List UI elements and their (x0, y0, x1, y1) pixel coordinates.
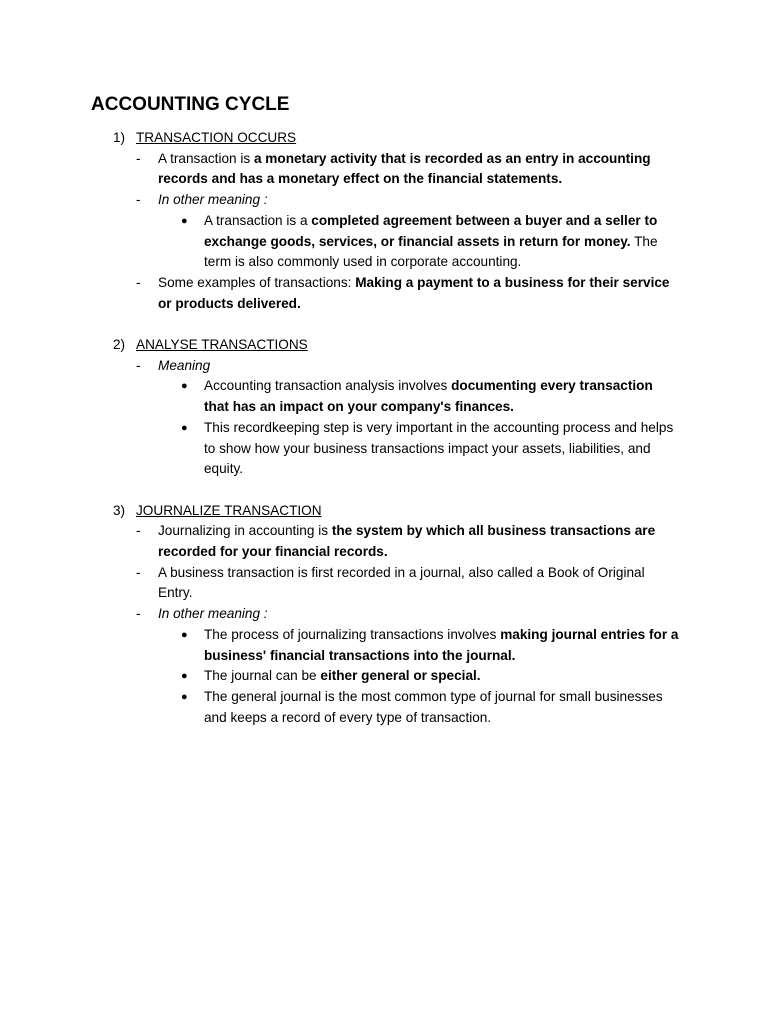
text-run: A business transaction is first recorded in a journal, also called a Book of Original Entry. (158, 564, 645, 601)
section-heading (0, 501, 768, 522)
document-title: ACCOUNTING CYCLE (91, 94, 290, 115)
bullet-list-item (0, 211, 679, 273)
section-title: TRANSACTION OCCURS (136, 130, 297, 145)
text-run: This recordkeeping step is very important in the accounting process and helps to show how your business transactions impact your assets, liabilities, and equity. (204, 419, 674, 477)
dash-list-item (0, 149, 678, 190)
item-text (204, 378, 653, 414)
dash-list-item (0, 604, 678, 625)
bullet-list-item (0, 625, 679, 666)
item-text (158, 358, 210, 373)
text-run: Accounting transaction analysis involves (204, 378, 452, 394)
bold-text: the system by which all business transactions are recorded for your financial records. (158, 523, 656, 559)
bold-text: either general or special. (320, 668, 481, 684)
dash-list-item (0, 190, 678, 211)
dash-marker: - (136, 357, 141, 373)
dash-marker: - (136, 606, 141, 622)
section-1 (0, 128, 768, 314)
text-run: Some examples of transactions: (158, 274, 356, 290)
item-text (158, 606, 268, 621)
dash-list-item (0, 563, 678, 604)
bullet-list-item (0, 376, 679, 417)
section-number: 3) (113, 502, 126, 518)
bold-text: a monetary activity that is recorded as an entry in accounting records and has a monetary effect on the financial statements. (158, 150, 651, 187)
document-body (0, 128, 768, 749)
bullet-marker: ● (181, 690, 188, 703)
text-run: The process of journalizing transactions involves (204, 626, 501, 642)
section-heading (0, 335, 768, 356)
text-run: Meaning (158, 357, 211, 373)
bullet-marker: ● (181, 421, 188, 434)
dash-marker: - (136, 523, 141, 539)
bullet-marker: ● (181, 670, 188, 683)
bold-text: Making a payment to a business for their service or products delivered. (158, 274, 670, 311)
bold-text: completed agreement between a buyer and a seller to exchange goods, services, or financial assets in return for money. (204, 212, 658, 249)
text-run: The term is also commonly used in corporate accounting. (204, 233, 658, 270)
bullet-marker: ● (181, 628, 188, 641)
bullet-list-item (0, 666, 679, 687)
dash-marker: - (136, 274, 141, 290)
text-run: A transaction is a (204, 212, 312, 228)
item-text (204, 668, 481, 683)
item-text (158, 192, 268, 207)
bullet-marker: ● (181, 214, 188, 227)
item-text (158, 275, 669, 311)
dash-marker: - (136, 192, 141, 208)
bold-text: documenting every transaction that has an impact on your company's finances. (204, 378, 653, 415)
section-title: ANALYSE TRANSACTIONS (136, 337, 308, 352)
dash-marker: - (136, 564, 141, 580)
item-text (204, 689, 663, 725)
bullet-list-item (0, 418, 679, 480)
text-run: The general journal is the most common type of journal for small businesses and keeps a record of every type of transaction. (204, 688, 663, 725)
bold-text: making journal entries for a business' financial transactions into the journal. (204, 626, 679, 663)
text-run: A transaction is (158, 150, 254, 166)
dash-list-item (0, 273, 678, 314)
text-run: In other meaning : (158, 606, 268, 622)
section-2 (0, 335, 768, 480)
section-number: 1) (113, 130, 126, 145)
dash-list-item (0, 521, 678, 562)
item-text (204, 627, 678, 663)
item-text (158, 565, 645, 601)
section-number: 2) (113, 337, 126, 352)
dash-marker: - (136, 150, 141, 166)
dash-list-item (0, 356, 678, 377)
section-title: JOURNALIZE TRANSACTION (136, 502, 322, 518)
bullet-marker: ● (181, 380, 188, 393)
item-text (204, 420, 673, 476)
section-heading (0, 128, 768, 149)
text-run: The journal can be (204, 668, 321, 684)
text-run: In other meaning : (158, 192, 268, 208)
text-run: Journalizing in accounting is (158, 523, 332, 539)
item-text (158, 523, 655, 559)
bullet-list-item (0, 687, 679, 728)
item-text (204, 213, 658, 269)
section-3 (0, 501, 768, 729)
item-text (158, 151, 651, 187)
